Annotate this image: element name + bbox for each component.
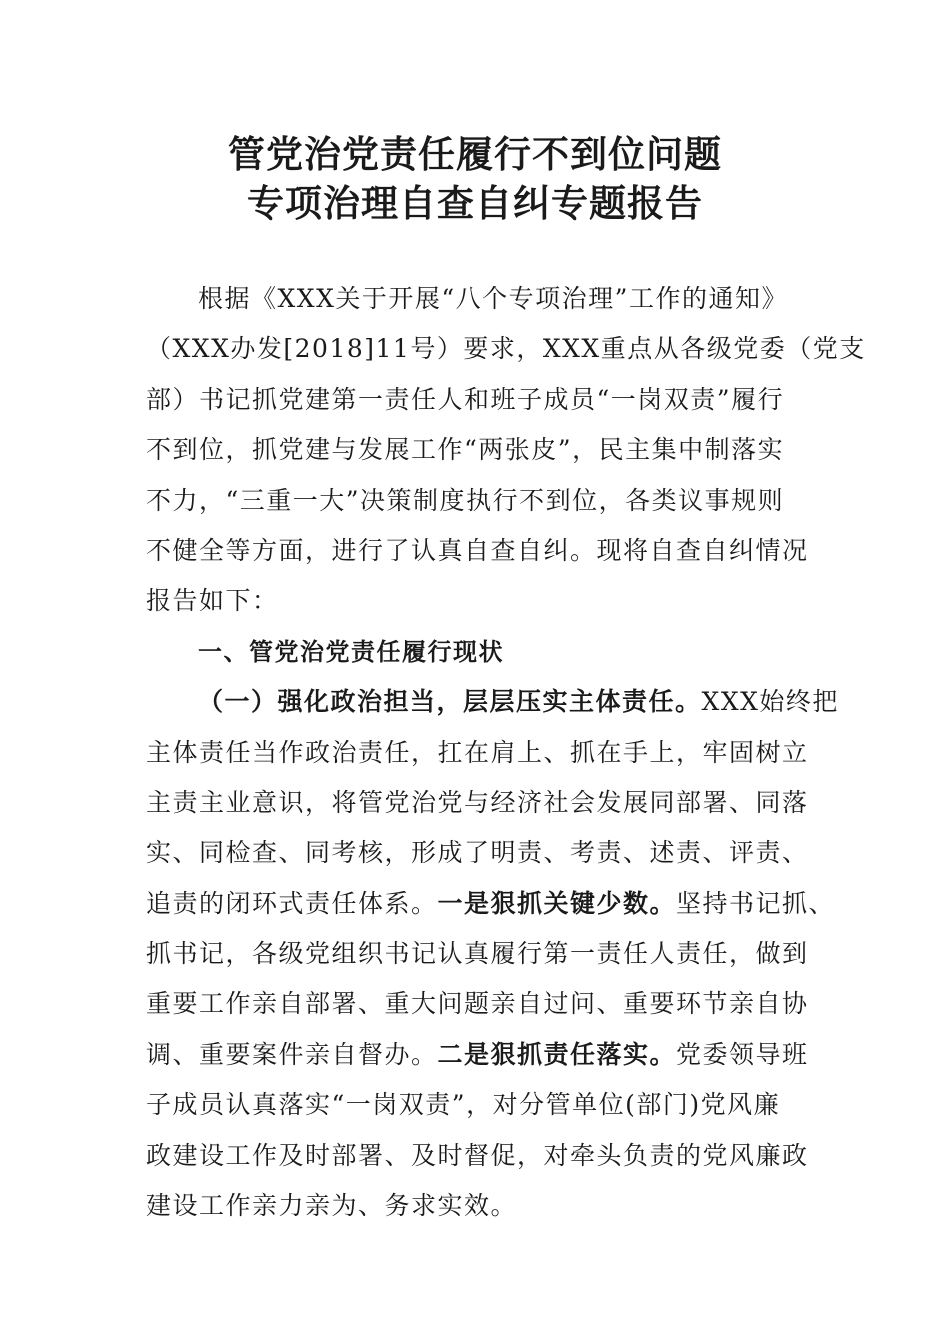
subsection-heading: （一）强化政治担当，层层压实主体责任。 [198,687,702,717]
paragraph-line [146,677,839,727]
paragraph-line: 子成员认真落实“一岗双责”，对分管单位(部门)党风廉 [146,1090,781,1120]
paragraph-text: 坚持书记抓、 [676,888,836,918]
bold-emphasis: 一是狠抓关键少数。 [437,888,677,918]
document-title-line-2: 专项治理自查自纠专题报告 [247,181,703,225]
paragraph-line: 主体责任当作政治责任，扛在肩上、抓在手上，牢固树立 [146,737,809,767]
paragraph-line [146,1030,809,1080]
paragraph-line: 政建设工作及时部署、及时督促，对牵头负责的党风廉政 [146,1140,809,1170]
document-title-line-1: 管党治党责任履行不到位问题 [228,132,722,176]
paragraph-text: 党委领导班 [676,1039,809,1069]
paragraph-text: 追责的闭环式责任体系。 [146,888,438,918]
paragraph-line: （XXX办发[2018]11号）要求，XXX重点从各级党委（党支 [146,334,866,364]
bold-emphasis: 二是狠抓责任落实。 [437,1039,677,1069]
paragraph-line: 重要工作亲自部署、重大问题亲自过问、重要环节亲自协 [146,989,809,1019]
paragraph-text: XXX始终把 [701,687,839,717]
paragraph-line: 根据《XXX关于开展“八个专项治理”工作的通知》 [198,284,788,313]
paragraph-line: 不力，“三重一大”决策制度执行不到位，各类议事规则 [146,485,785,515]
document-body [146,274,866,1231]
paragraph-line: 主责主业意识，将管党治党与经济社会发展同部署、同落 [146,787,809,817]
section-heading: 一、管党治党责任履行现状 [198,637,504,666]
paragraph-line: 不健全等方面，进行了认真自查自纠。现将自查自纠情况 [146,535,809,565]
paragraph-line: 报告如下： [146,586,279,616]
paragraph-line [146,879,836,929]
paragraph-line: 实、同检查、同考核，形成了明责、考责、述责、评责、 [146,838,809,868]
paragraph-line: 部）书记抓党建第一责任人和班子成员“一岗双责”履行 [146,384,785,414]
paragraph-line: 抓书记，各级党组织书记认真履行第一责任人责任，做到 [146,939,809,969]
paragraph-line: 建设工作亲力亲为、务求实效。 [146,1191,518,1221]
paragraph-text: 调、重要案件亲自督办。 [146,1039,438,1069]
paragraph-line: 不到位，抓党建与发展工作“两张皮”，民主集中制落实 [146,435,785,465]
